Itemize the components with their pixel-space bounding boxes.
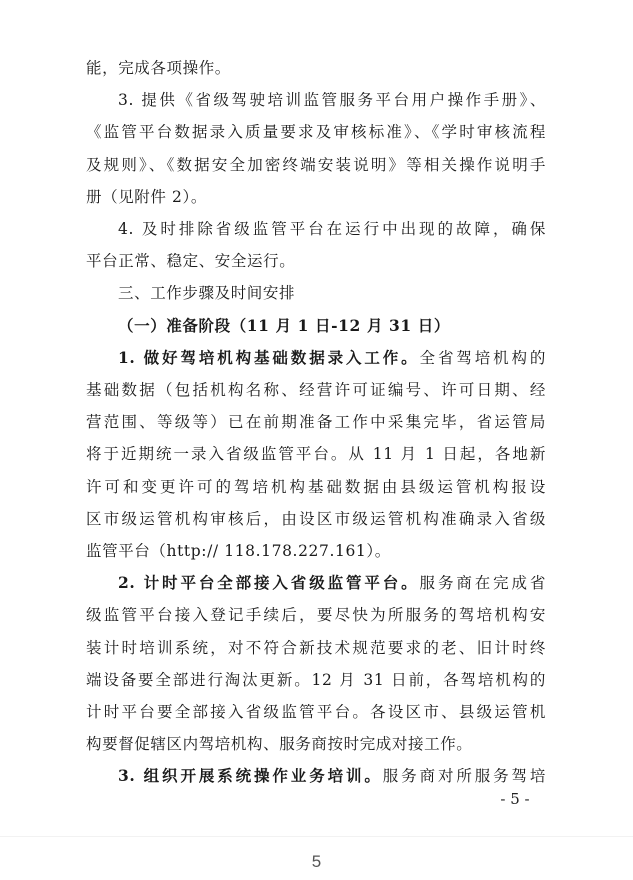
text-line: [86, 599, 546, 631]
text-line: [118, 760, 546, 792]
text-line: [86, 116, 546, 148]
body-text: 装计时培训系统，对不符合新技术规范要求的老、旧计时终: [86, 639, 546, 657]
text-line: [86, 664, 546, 696]
text-line: [86, 374, 546, 406]
bold-heading: 2. 计时平台全部接入省级监管平台。: [118, 573, 420, 592]
text-line: [86, 471, 546, 503]
text-line: [118, 310, 546, 342]
text-line: [86, 52, 546, 84]
text-line: [118, 277, 546, 309]
bold-heading: （一）准备阶段（11 月 1 日-12 月 31 日）: [118, 316, 451, 335]
viewer-page-indicator: 5: [311, 852, 322, 871]
body-text: 服务商对所服务驾培: [382, 767, 546, 785]
body-text: 基础数据（包括机构名称、经营许可证编号、许可日期、经: [86, 381, 546, 399]
body-text: 监管平台（http:// 118.178.227.161）。: [86, 542, 391, 560]
text-line: [118, 567, 546, 599]
body-text: 营范围、等级等）已在前期准备工作中采集完毕，省运管局: [86, 413, 546, 431]
text-line: [86, 696, 546, 728]
text-line: [86, 503, 546, 535]
text-line: [86, 438, 546, 470]
text-line: [86, 406, 546, 438]
body-text: 平台正常、稳定、安全运行。: [86, 252, 296, 270]
body-text: 服务商在完成省: [419, 574, 546, 592]
bold-heading: 1. 做好驾培机构基础数据录入工作。: [118, 348, 420, 367]
body-text: 册（见附件 2）。: [86, 188, 207, 206]
bold-heading: 3. 组织开展系统操作业务培训。: [118, 766, 383, 785]
text-line: [118, 213, 546, 245]
page-separator: [0, 836, 633, 837]
body-text: 《监管平台数据录入质量要求及审核标准》、《学时审核流程: [86, 123, 546, 141]
body-text: 3. 提供《省级驾驶培训监管服务平台用户操作手册》、: [118, 91, 546, 109]
body-text: 区市级运管机构审核后，由设区市级运管机构准确录入省级: [86, 510, 546, 528]
page-number: - 5 -: [500, 790, 530, 808]
body-text: 级监管平台接入登记手续后，要尽快为所服务的驾培机构安: [86, 606, 546, 624]
text-line: [86, 728, 546, 760]
body-text: 许可和变更许可的驾培机构基础数据由县级运管机构报设: [86, 478, 546, 496]
body-text: 端设备要全部进行淘汰更新。12 月 31 日前，各驾培机构的: [86, 671, 546, 689]
body-text: 能，完成各项操作。: [86, 59, 231, 77]
text-line: [86, 535, 546, 567]
body-text: 全省驾培机构的: [419, 349, 546, 367]
body-text: 计时平台要全部接入省级监管平台。各设区市、县级运管机: [86, 703, 546, 721]
body-text: 及规则》、《数据安全加密终端安装说明》等相关操作说明手: [86, 156, 546, 174]
body-text: 构要督促辖区内驾培机构、服务商按时完成对接工作。: [86, 735, 473, 753]
body-text: 4. 及时排除省级监管平台在运行中出现的故障，确保: [118, 220, 546, 238]
text-line: [118, 84, 546, 116]
text-line: [118, 342, 546, 374]
text-line: [86, 149, 546, 181]
body-text: 将于近期统一录入省级监管平台。从 11 月 1 日起，各地新: [86, 445, 546, 463]
body-text: 三、工作步骤及时间安排: [118, 284, 296, 302]
text-line: [86, 245, 546, 277]
text-line: [86, 632, 546, 664]
text-line: [86, 181, 546, 213]
